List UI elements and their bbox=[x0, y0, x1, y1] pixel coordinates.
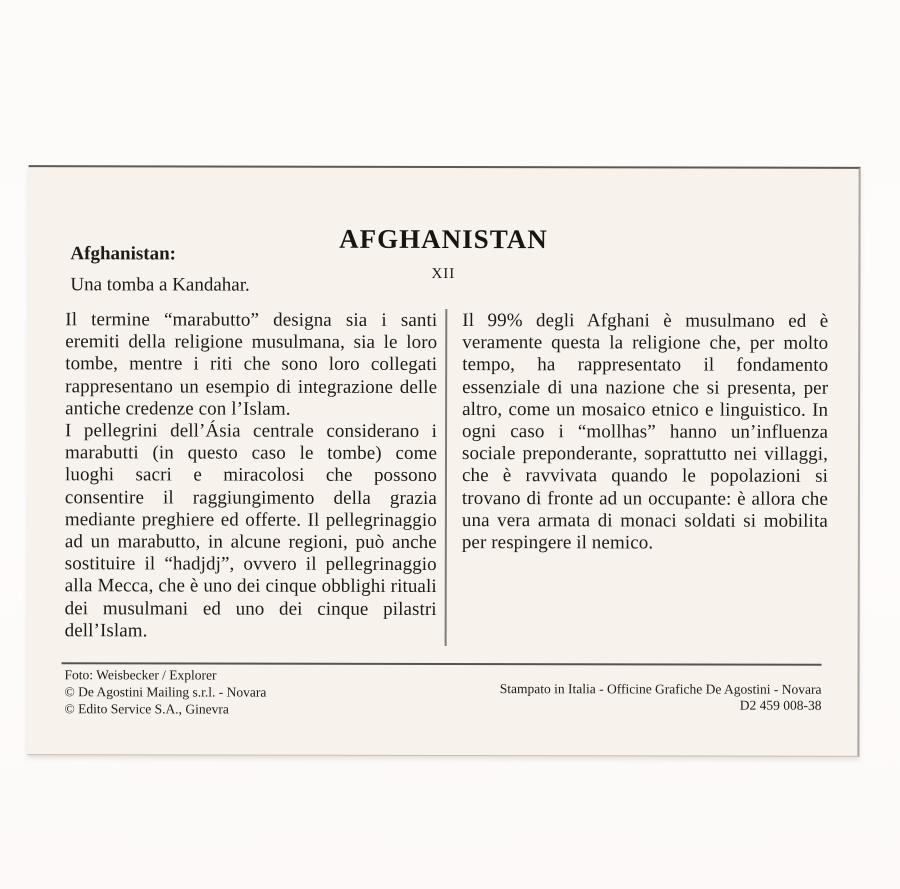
card-title: AFGHANISTAN bbox=[339, 223, 548, 255]
paragraph: Il termine “marabutto” designa sia i santi eremiti della religione musulmana, sia le loro tombe, mentre i riti che sono loro collegati rappresentano un esempio di integrazione delle antiche credenze con l’Islam. bbox=[65, 309, 438, 420]
column-divider bbox=[445, 309, 448, 646]
printer-credit: Stampato in Italia - Officine Grafiche De Agostini - Novara bbox=[499, 681, 822, 697]
caption-label: Afghanistan: bbox=[70, 243, 177, 265]
paragraph: Il 99% degli Afghani è musulmano ed è veramente questa la religione che, per molto tempo, ha rappresentato il fondamento essenziale di una nazione che si presenta, per altro, come un mosaico etnico e linguistico. In ogni caso i “mollhas” hanno un’influenza sociale preponderante, soprattutto nei villaggi, che è ravvivata quando le popolazioni si trovano di fronte ad un occupante: è allora che una vera armata di monaci soldati si mobilita per respingere il nemico. bbox=[461, 310, 829, 554]
postcard-back bbox=[27, 165, 860, 757]
footer-credits-right bbox=[500, 681, 822, 714]
text-column-right bbox=[462, 310, 829, 555]
photo-caption bbox=[70, 243, 370, 297]
paragraph: I pellegrini dell’Ásia centrale considerano i marabutti (in questo caso le tombe) come luoghi sacri e miracolosi che possono consentire il raggiungimento della grazia mediante preghiere ed offerte. Il pellegrinaggio ad un marabutto, in alcune regioni, può anche sostituire il “hadjdj”, ovvero il pellegrinaggio alla Mecca, che è uno dei cinque obblighi rituali dei musulmani ed uno dei cinque pilastri dell’Islam. bbox=[64, 420, 438, 642]
photo-credit: Foto: Weisbecker / Explorer bbox=[64, 667, 217, 683]
copyright-line: © Edito Service S.A., Ginevra bbox=[64, 700, 229, 717]
text-column-left bbox=[65, 309, 438, 643]
copyright-line: © De Agostini Mailing s.r.l. - Novara bbox=[64, 684, 267, 700]
series-numeral: XII bbox=[431, 265, 456, 283]
caption-text: Una tomba a Kandahar. bbox=[70, 274, 250, 296]
footer-credits-left bbox=[64, 667, 266, 718]
footer-rule bbox=[62, 662, 822, 666]
catalog-number: D2 459 008-38 bbox=[739, 697, 822, 713]
